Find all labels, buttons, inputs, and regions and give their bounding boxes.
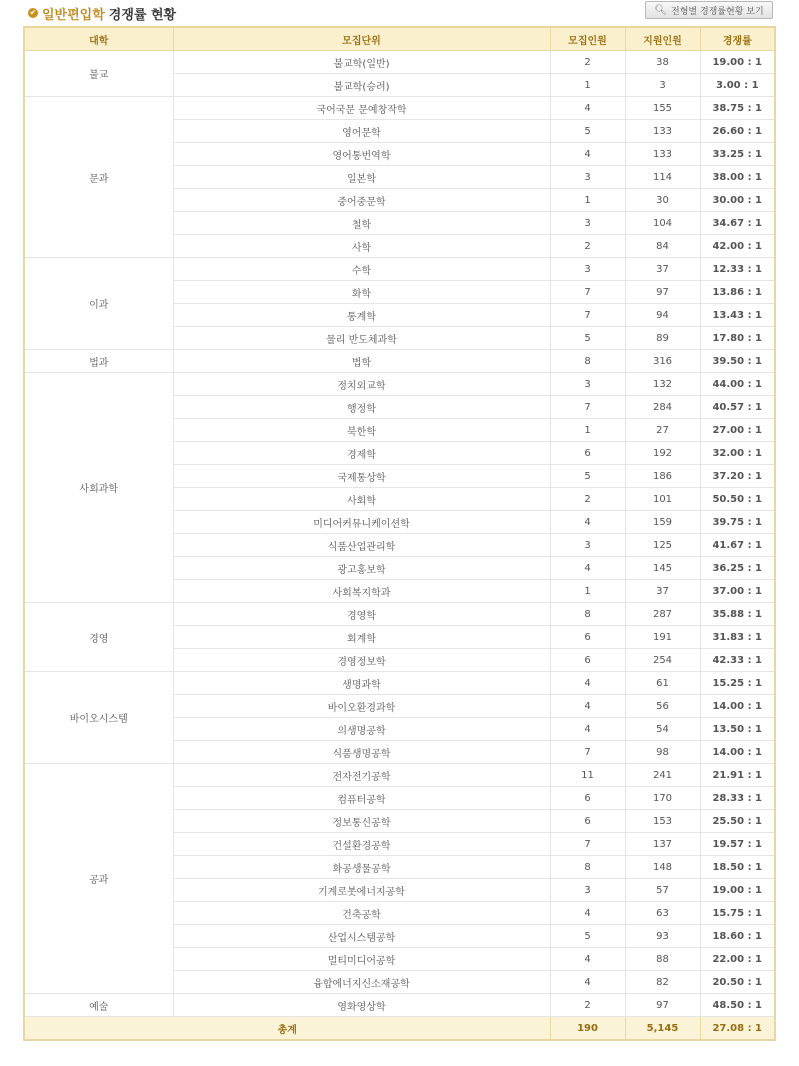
rate-cell: 38.00 : 1 [700, 166, 775, 189]
applicants-cell: 94 [625, 304, 700, 327]
unit-cell: 일본학 [173, 166, 550, 189]
applicants-cell: 191 [625, 626, 700, 649]
table-row [24, 994, 775, 1017]
quota-cell: 7 [550, 304, 625, 327]
applicants-cell: 186 [625, 465, 700, 488]
rate-cell: 30.00 : 1 [700, 189, 775, 212]
quota-cell: 1 [550, 189, 625, 212]
rate-cell: 39.75 : 1 [700, 511, 775, 534]
unit-cell: 화학 [173, 281, 550, 304]
rate-cell: 44.00 : 1 [700, 373, 775, 396]
unit-cell: 미디어커뮤니케이션학 [173, 511, 550, 534]
unit-cell: 경영학 [173, 603, 550, 626]
quota-cell: 4 [550, 718, 625, 741]
applicants-cell: 98 [625, 741, 700, 764]
quota-cell: 1 [550, 580, 625, 603]
quota-cell: 6 [550, 649, 625, 672]
applicants-cell: 84 [625, 235, 700, 258]
unit-cell: 행정학 [173, 396, 550, 419]
unit-cell: 국어국문 문예창작학 [173, 97, 550, 120]
total-applicants: 5,145 [625, 1017, 700, 1041]
rate-cell: 22.00 : 1 [700, 948, 775, 971]
rate-cell: 40.57 : 1 [700, 396, 775, 419]
applicants-cell: 89 [625, 327, 700, 350]
quota-cell: 4 [550, 672, 625, 695]
unit-cell: 바이오환경과학 [173, 695, 550, 718]
rate-cell: 18.50 : 1 [700, 856, 775, 879]
check-circle-icon: ✔ [29, 8, 37, 17]
unit-cell: 경영정보학 [173, 649, 550, 672]
applicants-cell: 241 [625, 764, 700, 787]
rate-cell: 13.86 : 1 [700, 281, 775, 304]
applicants-cell: 132 [625, 373, 700, 396]
unit-cell: 사학 [173, 235, 550, 258]
quota-cell: 3 [550, 534, 625, 557]
title-rest: 경쟁률 현황 [108, 7, 177, 23]
unit-cell: 컴퓨터공학 [173, 787, 550, 810]
table-header-row [24, 27, 775, 51]
rate-cell: 13.43 : 1 [700, 304, 775, 327]
table-row [24, 373, 775, 396]
col-header-rate: 경쟁률 [700, 27, 775, 51]
rate-cell: 39.50 : 1 [700, 350, 775, 373]
rate-cell: 17.80 : 1 [700, 327, 775, 350]
unit-cell: 통계학 [173, 304, 550, 327]
rate-cell: 15.25 : 1 [700, 672, 775, 695]
applicants-cell: 284 [625, 396, 700, 419]
unit-cell: 불교학(일반) [173, 51, 550, 74]
unit-cell: 정보통신공학 [173, 810, 550, 833]
unit-cell: 화공생물공학 [173, 856, 550, 879]
table-row [24, 672, 775, 695]
rate-cell: 33.25 : 1 [700, 143, 775, 166]
applicants-cell: 125 [625, 534, 700, 557]
quota-cell: 1 [550, 74, 625, 97]
rate-cell: 42.33 : 1 [700, 649, 775, 672]
quota-cell: 11 [550, 764, 625, 787]
unit-cell: 정치외교학 [173, 373, 550, 396]
unit-cell: 북한학 [173, 419, 550, 442]
quota-cell: 3 [550, 166, 625, 189]
section-title [28, 4, 176, 22]
college-cell: 이과 [24, 258, 173, 350]
unit-cell: 철학 [173, 212, 550, 235]
quota-cell: 3 [550, 879, 625, 902]
applicants-cell: 153 [625, 810, 700, 833]
quota-cell: 2 [550, 488, 625, 511]
quota-cell: 7 [550, 833, 625, 856]
rate-cell: 3.00 : 1 [700, 74, 775, 97]
applicants-cell: 254 [625, 649, 700, 672]
quota-cell: 4 [550, 948, 625, 971]
table-row [24, 258, 775, 281]
total-rate: 27.08 : 1 [700, 1017, 775, 1041]
rate-cell: 42.00 : 1 [700, 235, 775, 258]
quota-cell: 4 [550, 971, 625, 994]
quota-cell: 4 [550, 557, 625, 580]
quota-cell: 6 [550, 810, 625, 833]
unit-cell: 식품산업관리학 [173, 534, 550, 557]
view-button-label: 전형별 경쟁률현황 보기 [671, 6, 764, 17]
col-header-unit: 모집단위 [173, 27, 550, 51]
search-icon: 🔍︎ [654, 4, 668, 16]
rate-cell: 14.00 : 1 [700, 695, 775, 718]
applicants-cell: 133 [625, 120, 700, 143]
rate-cell: 25.50 : 1 [700, 810, 775, 833]
applicants-cell: 97 [625, 994, 700, 1017]
applicants-cell: 63 [625, 902, 700, 925]
unit-cell: 수학 [173, 258, 550, 281]
quota-cell: 1 [550, 419, 625, 442]
applicants-cell: 97 [625, 281, 700, 304]
applicants-cell: 159 [625, 511, 700, 534]
rate-cell: 38.75 : 1 [700, 97, 775, 120]
rate-cell: 32.00 : 1 [700, 442, 775, 465]
col-header-college: 대학 [24, 27, 173, 51]
unit-cell: 산업시스템공학 [173, 925, 550, 948]
unit-cell: 전자전기공학 [173, 764, 550, 787]
unit-cell: 건설환경공학 [173, 833, 550, 856]
applicants-cell: 88 [625, 948, 700, 971]
quota-cell: 5 [550, 925, 625, 948]
view-by-admission-type-button[interactable] [645, 1, 773, 19]
quota-cell: 7 [550, 396, 625, 419]
unit-cell: 중어중문학 [173, 189, 550, 212]
applicants-cell: 148 [625, 856, 700, 879]
applicants-cell: 133 [625, 143, 700, 166]
college-cell: 공과 [24, 764, 173, 994]
rate-cell: 50.50 : 1 [700, 488, 775, 511]
rate-cell: 18.60 : 1 [700, 925, 775, 948]
unit-cell: 사회복지학과 [173, 580, 550, 603]
title-accent: 일반편입학 [42, 7, 105, 23]
rate-cell: 28.33 : 1 [700, 787, 775, 810]
applicants-cell: 316 [625, 350, 700, 373]
quota-cell: 5 [550, 465, 625, 488]
unit-cell: 융합에너지신소재공학 [173, 971, 550, 994]
college-cell: 사회과학 [24, 373, 173, 603]
applicants-cell: 37 [625, 258, 700, 281]
applicants-cell: 287 [625, 603, 700, 626]
table-row [24, 603, 775, 626]
quota-cell: 8 [550, 603, 625, 626]
unit-cell: 경제학 [173, 442, 550, 465]
quota-cell: 2 [550, 51, 625, 74]
rate-cell: 19.00 : 1 [700, 51, 775, 74]
college-cell: 예술 [24, 994, 173, 1017]
quota-cell: 5 [550, 327, 625, 350]
applicants-cell: 192 [625, 442, 700, 465]
table-row [24, 764, 775, 787]
quota-cell: 8 [550, 856, 625, 879]
total-row [24, 1017, 775, 1041]
quota-cell: 3 [550, 212, 625, 235]
applicants-cell: 27 [625, 419, 700, 442]
unit-cell: 영어통번역학 [173, 143, 550, 166]
unit-cell: 물리 반도체과학 [173, 327, 550, 350]
unit-cell: 법학 [173, 350, 550, 373]
rate-cell: 27.00 : 1 [700, 419, 775, 442]
quota-cell: 3 [550, 373, 625, 396]
table-row [24, 51, 775, 74]
applicants-cell: 170 [625, 787, 700, 810]
applicants-cell: 54 [625, 718, 700, 741]
applicants-cell: 30 [625, 189, 700, 212]
college-cell: 문과 [24, 97, 173, 258]
rate-cell: 37.00 : 1 [700, 580, 775, 603]
unit-cell: 사회학 [173, 488, 550, 511]
quota-cell: 4 [550, 143, 625, 166]
rate-cell: 21.91 : 1 [700, 764, 775, 787]
rate-cell: 19.57 : 1 [700, 833, 775, 856]
quota-cell: 8 [550, 350, 625, 373]
quota-cell: 5 [550, 120, 625, 143]
applicants-cell: 56 [625, 695, 700, 718]
rate-cell: 48.50 : 1 [700, 994, 775, 1017]
quota-cell: 6 [550, 787, 625, 810]
table-row [24, 97, 775, 120]
unit-cell: 국제통상학 [173, 465, 550, 488]
rate-cell: 35.88 : 1 [700, 603, 775, 626]
table-row [24, 350, 775, 373]
col-header-quota: 모집인원 [550, 27, 625, 51]
unit-cell: 건축공학 [173, 902, 550, 925]
rate-cell: 19.00 : 1 [700, 879, 775, 902]
applicants-cell: 137 [625, 833, 700, 856]
unit-cell: 식품생명공학 [173, 741, 550, 764]
rate-cell: 13.50 : 1 [700, 718, 775, 741]
rate-cell: 14.00 : 1 [700, 741, 775, 764]
applicants-cell: 82 [625, 971, 700, 994]
unit-cell: 기계로봇에너지공학 [173, 879, 550, 902]
unit-cell: 영화영상학 [173, 994, 550, 1017]
applicants-cell: 145 [625, 557, 700, 580]
competition-rate-table [23, 26, 776, 1041]
applicants-cell: 104 [625, 212, 700, 235]
quota-cell: 7 [550, 281, 625, 304]
col-header-applicants: 지원인원 [625, 27, 700, 51]
quota-cell: 3 [550, 258, 625, 281]
rate-cell: 26.60 : 1 [700, 120, 775, 143]
quota-cell: 6 [550, 626, 625, 649]
quota-cell: 4 [550, 902, 625, 925]
rate-cell: 15.75 : 1 [700, 902, 775, 925]
table-body [24, 51, 775, 1017]
college-cell: 경영 [24, 603, 173, 672]
quota-cell: 4 [550, 97, 625, 120]
unit-cell: 영어문학 [173, 120, 550, 143]
applicants-cell: 37 [625, 580, 700, 603]
quota-cell: 2 [550, 235, 625, 258]
rate-cell: 12.33 : 1 [700, 258, 775, 281]
unit-cell: 회계학 [173, 626, 550, 649]
applicants-cell: 93 [625, 925, 700, 948]
quota-cell: 7 [550, 741, 625, 764]
college-cell: 바이오시스템 [24, 672, 173, 764]
unit-cell: 의생명공학 [173, 718, 550, 741]
rate-cell: 37.20 : 1 [700, 465, 775, 488]
quota-cell: 4 [550, 511, 625, 534]
applicants-cell: 101 [625, 488, 700, 511]
quota-cell: 2 [550, 994, 625, 1017]
quota-cell: 6 [550, 442, 625, 465]
applicants-cell: 57 [625, 879, 700, 902]
college-cell: 불교 [24, 51, 173, 97]
rate-cell: 41.67 : 1 [700, 534, 775, 557]
unit-cell: 멀티미디어공학 [173, 948, 550, 971]
total-quota: 190 [550, 1017, 625, 1041]
unit-cell: 불교학(승려) [173, 74, 550, 97]
college-cell: 법과 [24, 350, 173, 373]
applicants-cell: 155 [625, 97, 700, 120]
applicants-cell: 38 [625, 51, 700, 74]
rate-cell: 20.50 : 1 [700, 971, 775, 994]
unit-cell: 생명과학 [173, 672, 550, 695]
rate-cell: 34.67 : 1 [700, 212, 775, 235]
applicants-cell: 3 [625, 74, 700, 97]
unit-cell: 광고홍보학 [173, 557, 550, 580]
applicants-cell: 61 [625, 672, 700, 695]
rate-cell: 36.25 : 1 [700, 557, 775, 580]
quota-cell: 4 [550, 695, 625, 718]
applicants-cell: 114 [625, 166, 700, 189]
total-label: 총계 [24, 1017, 550, 1041]
rate-cell: 31.83 : 1 [700, 626, 775, 649]
